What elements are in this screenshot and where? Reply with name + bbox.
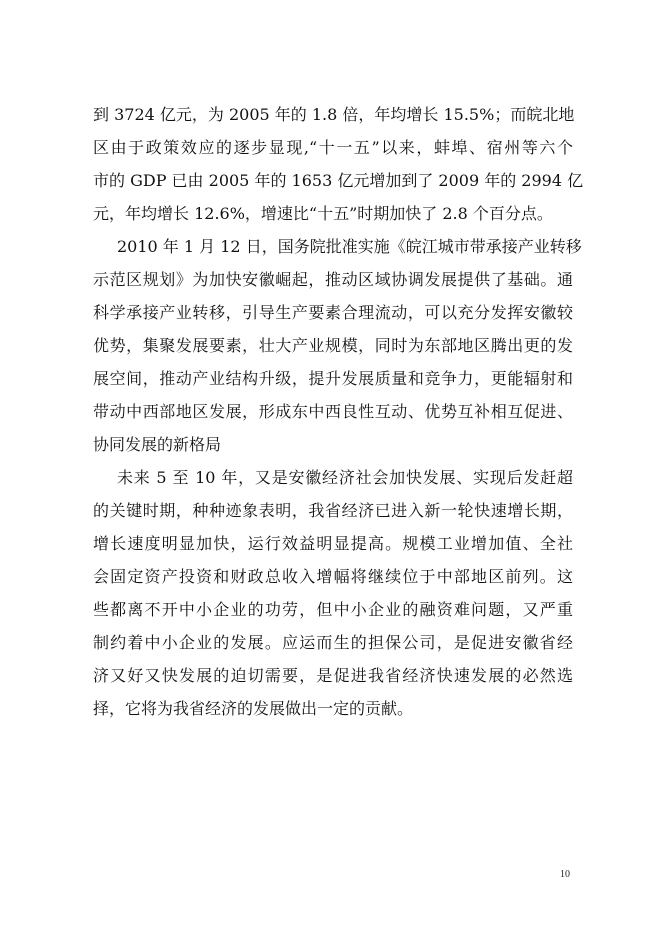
paragraph-2 (93, 230, 582, 461)
text-line: 带动中西部地区发展，形成东中西良性互动、优势互补相互促进、 (93, 402, 573, 421)
text-line: 制约着中小企业的发展。应运而生的担保公司，是促进安徽省经 (93, 633, 573, 652)
text-line: 增长速度明显加快，运行效益明显提高。规模工业增加值、全社 (93, 534, 573, 553)
text-line: 优势，集聚发展要素，壮大产业规模，同时为东部地区腾出更的发 (93, 336, 573, 355)
page-number: 10 (560, 869, 570, 880)
text-line: 元，年均增长 12.6%，增速比“十五”时期加快了 2.8 个百分点。 (93, 204, 553, 223)
text-line: 些都离不开中小企业的功劳，但中小企业的融资难问题，又严重 (93, 600, 573, 619)
paragraph-3 (93, 461, 573, 725)
text-line: 协同发展的新格局 (93, 435, 222, 454)
text-line: 示范区规划》为加快安徽崛起，推动区域协调发展提供了基础。通 (93, 270, 573, 289)
text-line: 到 3724 亿元，为 2005 年的 1.8 倍，年均增长 15.5%；而皖北地 (93, 105, 575, 124)
text-line: 区由于政策效应的逐步显现,“十一五”以来，蚌埠、宿州等六个 (93, 138, 573, 157)
text-line: 市的 GDP 已由 2005 年的 1653 亿元增加到了 2009 年的 2994 亿 (93, 171, 584, 190)
text-line: 展空间，推动产业结构升级，提升发展质量和竞争力，更能辐射和 (93, 369, 573, 388)
paragraph-1 (93, 98, 584, 230)
text-line: 会固定资产投资和财政总收入增幅将继续位于中部地区前列。这 (93, 567, 573, 586)
text-line: 择，它将为我省经济的发展做出一定的贡献。 (93, 699, 414, 718)
text-line: 济又好又快发展的迫切需要，是促进我省经济快速发展的必然选 (93, 666, 573, 685)
text-line: 科学承接产业转移，引导生产要素合理流动，可以充分发挥安徽较 (93, 303, 573, 322)
text-line: 未来 5 至 10 年，又是安徽经济社会加快发展、实现后发赶超 (117, 468, 573, 487)
body-text (93, 98, 584, 725)
text-line: 2010 年 1 月 12 日，国务院批准实施《皖江城市带承接产业转移 (117, 237, 582, 256)
text-line: 的关键时期，种种迹象表明，我省经济已进入新一轮快速增长期， (93, 501, 573, 520)
